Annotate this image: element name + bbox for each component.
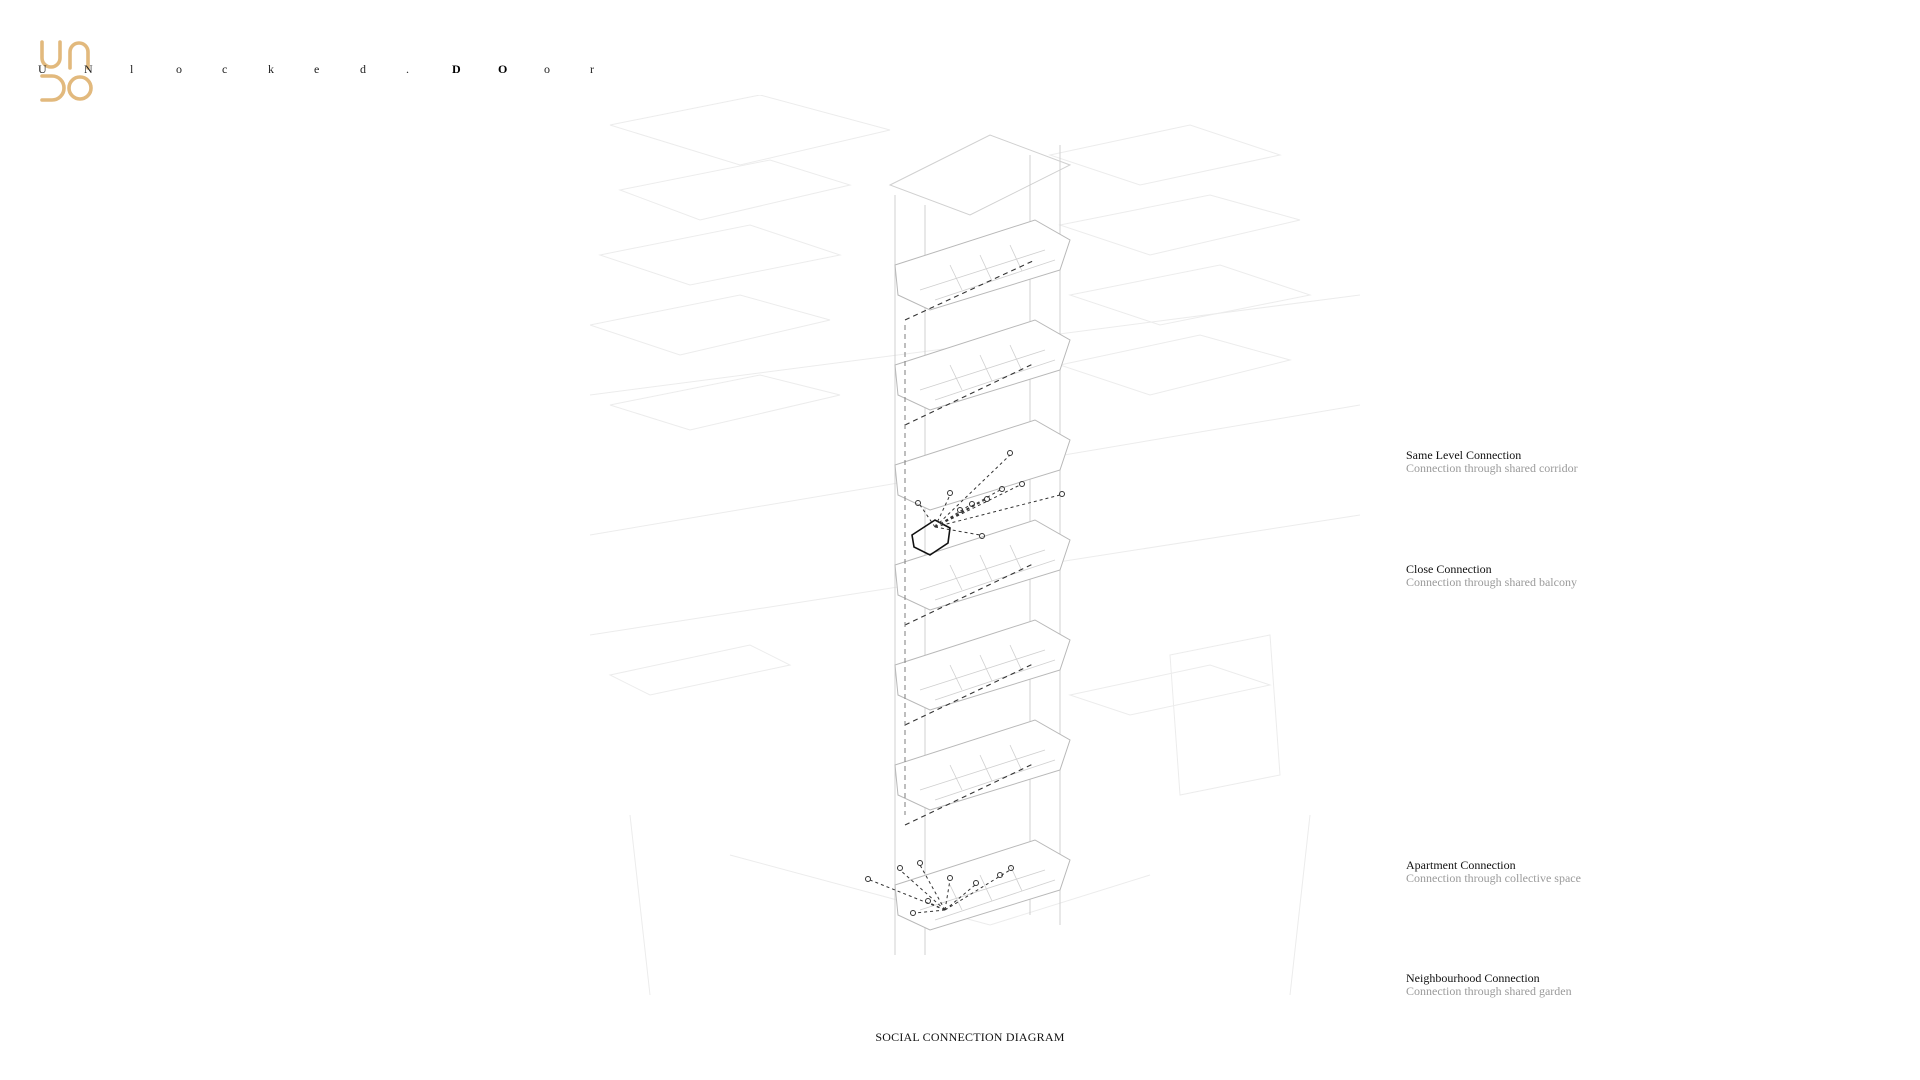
legend-apartment bbox=[1406, 859, 1646, 885]
brand-letter: d bbox=[360, 62, 366, 76]
legend-subtitle: Connection through shared balcony bbox=[1406, 575, 1577, 589]
brand-letter: k bbox=[268, 62, 274, 76]
brand-letter: l bbox=[130, 62, 134, 76]
legend-close bbox=[1406, 563, 1646, 589]
legend-neighbourhood bbox=[1406, 972, 1646, 998]
legend-title: Close Connection bbox=[1406, 562, 1492, 576]
legend-title: Same Level Connection bbox=[1406, 448, 1522, 462]
brand-letter: r bbox=[590, 62, 594, 76]
brand-letter: N bbox=[84, 62, 93, 76]
social-connection-axonometric bbox=[590, 95, 1360, 1015]
brand-letter: e bbox=[314, 62, 320, 76]
legend-title: Apartment Connection bbox=[1406, 858, 1516, 872]
brand-letter: . bbox=[406, 62, 409, 76]
floor-slabs bbox=[895, 220, 1070, 930]
brand-letter: O bbox=[498, 62, 508, 76]
legend-subtitle: Connection through shared corridor bbox=[1406, 461, 1578, 475]
legend-title: Neighbourhood Connection bbox=[1406, 971, 1540, 985]
brand-letter: D bbox=[452, 62, 461, 76]
brand-letter: U bbox=[38, 62, 47, 76]
brand-letter: o bbox=[176, 62, 182, 76]
diagram-caption: SOCIAL CONNECTION DIAGRAM bbox=[875, 1030, 1065, 1044]
brand-name bbox=[38, 62, 636, 76]
legend-subtitle: Connection through collective space bbox=[1406, 871, 1581, 885]
brand-letter: o bbox=[544, 62, 550, 76]
brand-letter: c bbox=[222, 62, 228, 76]
legend-subtitle: Connection through shared garden bbox=[1406, 984, 1572, 998]
legend-same-level bbox=[1406, 449, 1646, 475]
